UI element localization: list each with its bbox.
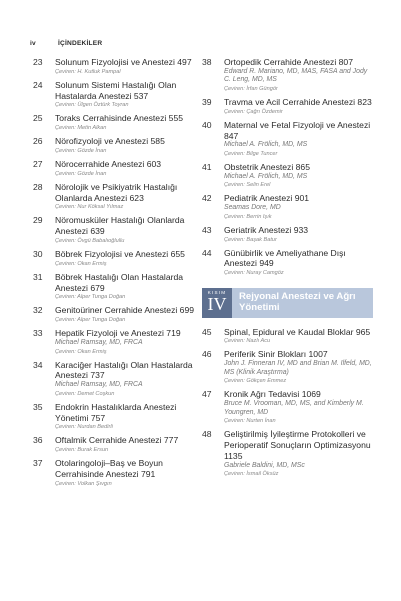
toc-entry[interactable] [33, 182, 204, 212]
toc-column-right [202, 57, 373, 482]
chapter-title: Nörolojik ve Psikiyatrik Hastalığı Olanlarda Anestezi 623 [55, 181, 178, 203]
chapter-number: 31 [33, 271, 43, 282]
running-header [30, 40, 102, 47]
chapter-translator: Çeviren: Okan Ermiş [55, 260, 107, 267]
chapter-number: 25 [33, 113, 43, 124]
chapter-translator: Çeviren: Başak Batur [224, 236, 277, 243]
toc-entry[interactable] [33, 159, 204, 178]
toc-entry[interactable] [33, 57, 204, 76]
toc-entry[interactable] [202, 349, 373, 385]
chapter-translator: Çeviren: Metin Alkan [55, 125, 107, 132]
chapter-number: 40 [202, 119, 212, 130]
chapter-number: 37 [33, 458, 43, 469]
chapter-title: Karaciğer Hastalığı Olan Hastalarda Anestezi 737 [55, 359, 193, 381]
toc-entry[interactable] [33, 80, 204, 110]
chapter-title: Genitoüriner Cerrahide Anestezi 699 [55, 305, 195, 316]
chapter-number: 28 [33, 181, 43, 192]
chapter-title: Geliştirilmiş İyileştirme Protokolleri ve Perioperatif Sonuçların Optimizasyonu 1135 [224, 429, 371, 461]
chapter-title: Toraks Cerrahisinde Anestezi 555 [55, 113, 184, 124]
chapter-translator: Çeviren: Volkan Şıvgın [55, 480, 112, 487]
toc-entry[interactable] [202, 97, 373, 116]
chapter-translator: Çeviren: İrfan Güngör [224, 85, 278, 92]
chapter-title: Travma ve Acil Cerrahide Anestezi 823 [224, 96, 372, 107]
chapter-number: 39 [202, 96, 212, 107]
chapter-title: Otolaringoloji–Baş ve Boyun Cerrahisinde Anestezi 791 [55, 458, 163, 479]
chapter-translator: Çeviren: Gözde İnan [55, 147, 107, 154]
part-roman-numeral: IV [207, 293, 227, 314]
part-label-box [202, 288, 232, 318]
toc-entry[interactable] [33, 435, 204, 454]
chapter-title: Solunum Sistemi Hastalığı Olan Hastalarda Anestezi 537 [55, 79, 177, 101]
toc-entry[interactable] [33, 458, 204, 488]
toc-column-left [33, 57, 204, 492]
chapter-title: Spinal, Epidural ve Kaudal Bloklar 965 [224, 326, 371, 337]
part-banner [202, 288, 373, 318]
chapter-translator: Çeviren: Nurdan Bedirli [55, 424, 113, 431]
chapter-title: Ortopedik Cerrahide Anestezi 807 [224, 57, 353, 67]
chapter-number: 38 [202, 57, 212, 67]
chapter-title: Böbrek Fizyolojisi ve Anestezi 655 [55, 248, 185, 259]
toc-entry[interactable] [202, 120, 373, 159]
toc-entry[interactable] [33, 360, 204, 399]
chapter-authors: Michael A. Frölich, MD, MS [224, 172, 308, 180]
chapter-translator: Çeviren: Nur Köksal Yılmaz [55, 204, 124, 211]
chapter-authors: Michael Ramsay, MD, FRCA [55, 381, 143, 389]
chapter-title: Günübirlik ve Ameliyathane Dışı Anestezi 949 [224, 247, 346, 269]
chapter-translator: Çeviren: Övgü Babalıoğlullu [55, 237, 125, 244]
chapter-title: Maternal ve Fetal Fizyoloji ve Anestezi 847 [224, 119, 371, 141]
toc-entry[interactable] [33, 215, 204, 245]
chapter-translator: Çeviren: Berrin Işık [224, 213, 272, 220]
chapter-translator: Çeviren: Demet Coşkun [55, 390, 115, 397]
chapter-translator: Çeviren: Nazlı Acu [224, 338, 271, 345]
toc-entry[interactable] [33, 136, 204, 155]
chapter-number: 32 [33, 305, 43, 316]
chapter-number: 30 [33, 248, 43, 259]
chapter-authors: Gabriele Baldini, MD, MSc [224, 461, 305, 469]
chapter-number: 34 [33, 359, 43, 370]
chapter-title: Nörocerrahide Anestezi 603 [55, 158, 162, 169]
chapter-translator: Çeviren: Nuray Camgöz [224, 270, 284, 277]
chapter-translator: Çeviren: Ülgen Öztürk Toyran [55, 102, 129, 109]
chapter-number: 36 [33, 435, 43, 446]
toc-entry[interactable] [33, 328, 204, 356]
chapter-number: 24 [33, 79, 43, 90]
chapter-title: Nörofizyoloji ve Anestezi 585 [55, 136, 165, 147]
chapter-authors: Michael Ramsay, MD, FRCA [55, 338, 143, 346]
chapter-number: 33 [33, 328, 43, 339]
chapter-translator: Çeviren: İsmail Öksüz [224, 471, 279, 478]
chapter-translator: Çeviren: Bilge Tuncer [224, 150, 278, 157]
toc-entry[interactable] [202, 225, 373, 244]
chapter-translator: Çeviren: Alper Tunga Doğan [55, 317, 126, 324]
chapter-title: Pediatrik Anestezi 901 [224, 193, 310, 204]
chapter-translator: Çeviren: Gözde İnan [55, 170, 107, 177]
chapter-number: 35 [33, 401, 43, 412]
toc-entry[interactable] [33, 305, 204, 324]
part-kisim: KISIM [207, 289, 227, 295]
chapter-title: Kronik Ağrı Tedavisi 1069 [224, 389, 321, 400]
chapter-number: 48 [202, 429, 212, 440]
chapter-translator: Çeviren: Okan Ermiş [55, 348, 107, 355]
chapter-number: 43 [202, 224, 212, 235]
toc-entry[interactable] [33, 272, 204, 302]
toc-entry[interactable] [202, 193, 373, 221]
chapter-title: Endokrin Hastalıklarda Anestezi Yönetimi 757 [55, 401, 177, 423]
chapter-number: 44 [202, 247, 212, 258]
chapter-title: Böbrek Hastalığı Olan Hastalarda Anestezi 679 [55, 271, 184, 293]
toc-entry[interactable] [202, 57, 373, 93]
chapter-number: 47 [202, 389, 212, 400]
toc-group-right-top [202, 57, 373, 278]
toc-entry[interactable] [202, 327, 373, 346]
chapter-number: 23 [33, 57, 43, 67]
chapter-title: Geriatrik Anestezi 933 [224, 224, 309, 235]
toc-entry[interactable] [33, 402, 204, 432]
chapter-title: Hepatik Fizyoloji ve Anestezi 719 [55, 328, 181, 339]
toc-entry[interactable] [202, 248, 373, 278]
part-title: Rejyonal Anestezi ve Ağrı Yönetimi [239, 290, 356, 314]
chapter-title: Periferik Sinir Blokları 1007 [224, 349, 328, 360]
toc-group-right-bottom [202, 327, 373, 479]
chapter-number: 27 [33, 158, 43, 169]
page-number: iv [30, 40, 36, 47]
chapter-title: Solunum Fizyolojisi ve Anestezi 497 [55, 57, 192, 67]
chapter-translator: Çeviren: Nurten İnan [224, 418, 276, 425]
chapter-number: 46 [202, 349, 212, 360]
chapter-number: 42 [202, 193, 212, 204]
chapter-authors: Michael A. Frölich, MD, MS [224, 141, 308, 149]
chapter-number: 41 [202, 161, 212, 172]
chapter-authors: Seamas Dore, MD [224, 204, 281, 212]
chapter-translator: Çeviren: Çağrı Özdemir [224, 108, 283, 115]
toc-entry[interactable] [202, 429, 373, 478]
header-title: İÇİNDEKİLER [58, 40, 103, 47]
chapter-authors: Edward R. Mariano, MD, MAS, FASA and Jody C. Leng, MD, MS [224, 67, 368, 84]
chapter-title: Nöromusküler Hastalığı Olanlarda Anestezi 639 [55, 215, 185, 237]
chapter-translator: Çeviren: Burak Ersun [55, 447, 109, 454]
chapter-translator: Çeviren: Gökçen Emmez [224, 378, 287, 385]
chapter-number: 26 [33, 136, 43, 147]
chapter-number: 45 [202, 326, 212, 337]
toc-entry[interactable] [33, 249, 204, 268]
toc-entry[interactable] [33, 113, 204, 132]
chapter-translator: Çeviren: H. Kutluk Pampal [55, 68, 121, 75]
chapter-title: Obstetrik Anestezi 865 [224, 161, 310, 172]
toc-entry[interactable] [202, 389, 373, 425]
chapter-title: Oftalmik Cerrahide Anestezi 777 [55, 435, 179, 446]
toc-entry[interactable] [202, 162, 373, 190]
chapter-number: 29 [33, 215, 43, 226]
chapter-authors: Bruce M. Vrooman, MD, MS, and Kimberly M. Youngren, MD [224, 400, 364, 416]
chapter-authors: John J. Finneran IV, MD and Brian M. Ilfeld, MD, MS (Klinik Araştırma) [224, 360, 372, 376]
chapter-translator: Çeviren: Alper Tunga Doğan [55, 294, 126, 301]
chapter-translator: Çeviren: Selin Erel [224, 182, 271, 189]
